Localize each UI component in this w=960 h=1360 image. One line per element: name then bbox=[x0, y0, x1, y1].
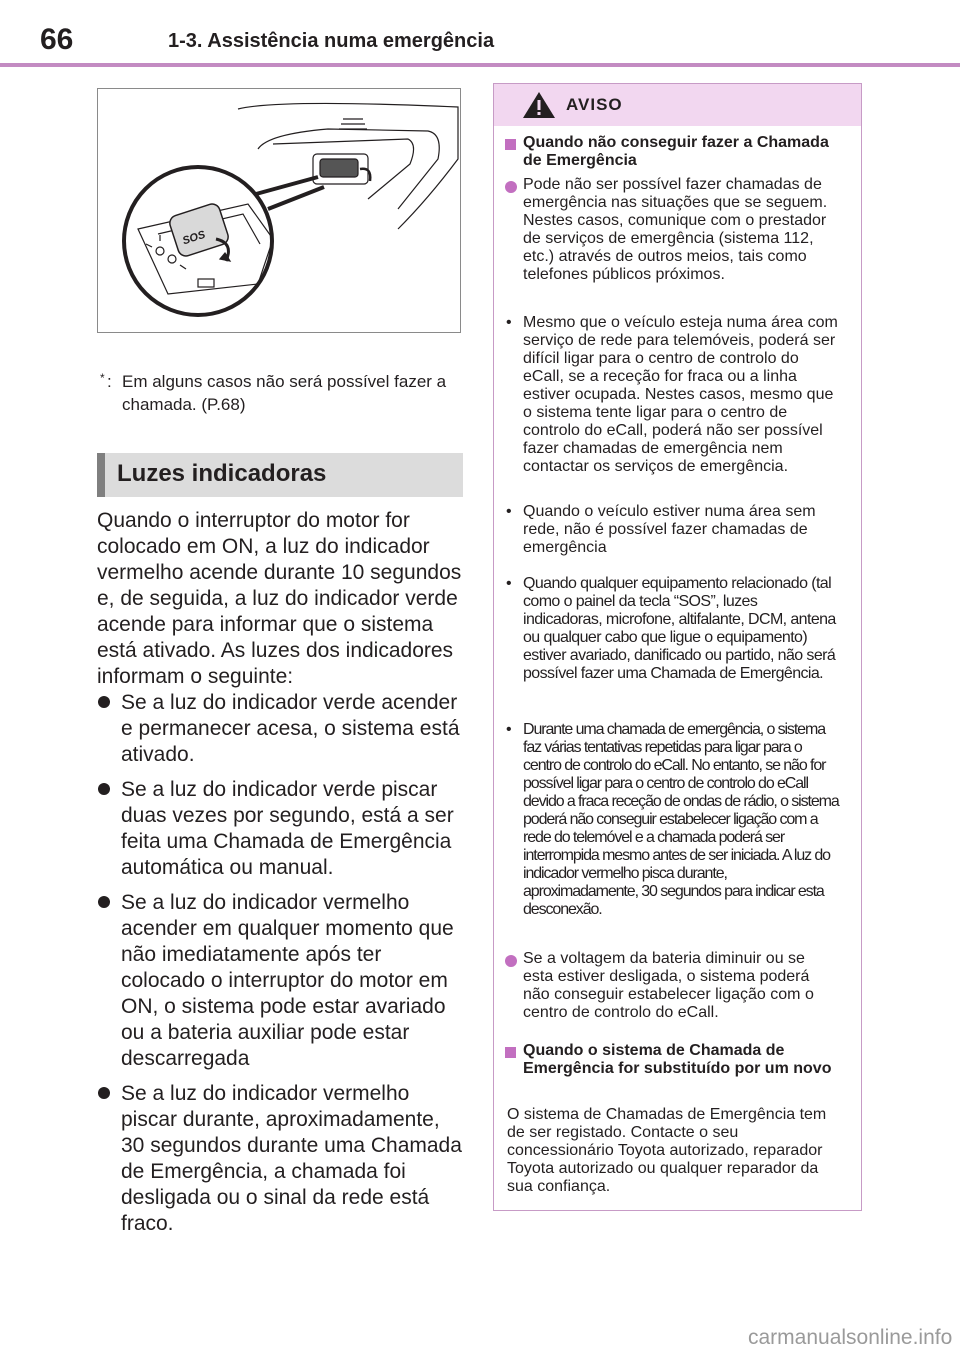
bullet-dot: • bbox=[506, 721, 512, 738]
page-number: 66 bbox=[40, 23, 74, 56]
bullet-icon bbox=[98, 896, 109, 907]
warning-header bbox=[494, 84, 861, 126]
warning-triangle-icon bbox=[522, 91, 556, 119]
warning-section1-intro: Pode não ser possível fazer chamadas de emergência nas situações que se seguem. Nestes casos, comunique com o prestador de serviços de emergência (sistema 112, etc.) através de outros meios, tais como telefones públicos próximos. bbox=[523, 176, 828, 283]
bullet-dot: • bbox=[506, 575, 512, 592]
watermark: carmanualsonline.info bbox=[748, 1326, 953, 1349]
warning-item: Durante uma chamada de emergência, o sistema faz várias tentativas repetidas para ligar para o centro de controlo do eCall. No entanto, se não for possível ligar para o centro de controlo do eCall devido a fraca receção de ondas de rádio, o sistema poderá não conseguir estabelecer ligação com a rede do telemóvel e a chamada poderá ser interrompida mesmo antes de ser iniciada. A luz do indicador vermelho pisca durante, aproximadamente, 30 segundos para indicar esta desconexão. bbox=[523, 721, 839, 918]
bullet-text: Se a luz do indicador vermelho piscar durante, aproximadamente, 30 segundos durante uma Chamada de Emergência, a chamada foi desligada ou o sinal da rede está fraco. bbox=[121, 1082, 462, 1235]
section-title: 1-3. Assistência numa emergência bbox=[168, 30, 495, 52]
bullet-icon bbox=[98, 1087, 109, 1098]
bullet-text: Se a luz do indicador vermelho acender em qualquer momento que não imediatamente após ter colocado o interruptor do motor em ON, o sistema pode estar avariado ou a bateria auxiliar pode estar descarregada bbox=[121, 891, 454, 1070]
warning-battery-note: Se a voltagem da bateria diminuir ou se esta estiver desligada, o sistema poderá não conseguir estabelecer ligação com o centro de controlo do eCall. bbox=[523, 950, 814, 1021]
list-item bbox=[97, 690, 467, 768]
warning-section2-heading: Quando o sistema de Chamada de Emergência for substituído por um novo bbox=[523, 1042, 832, 1077]
circle-bullet-icon bbox=[505, 181, 517, 193]
warning-item: Mesmo que o veículo esteja numa área com serviço de rede para telemóveis, poderá ser difícil ligar para o centro de controlo do eCall, se a receção for fraca ou a linha estiver ocupada. Nestes casos, mesmo que o sistema tente ligar para o centro de controlo do eCall, poderá não ser possível fazer chamadas de emergência nem contactar os serviços de emergência. bbox=[523, 314, 838, 475]
footnote bbox=[100, 370, 460, 416]
warning-section2-text: O sistema de Chamadas de Emergência tem de ser registado. Contacte o seu concessionário Toyota autorizado, reparador Toyota autorizado ou qualquer reparador da sua confiança. bbox=[507, 1106, 827, 1195]
bullet-text: Se a luz do indicador verde acender e permanecer acesa, o sistema está ativado. bbox=[121, 691, 460, 766]
list-item bbox=[97, 890, 467, 1072]
list-item bbox=[97, 1081, 467, 1237]
bullet-dot: • bbox=[506, 503, 512, 520]
warning-label: AVISO bbox=[566, 95, 623, 114]
warning-item: Quando qualquer equipamento relacionado (tal como o painel da tecla “SOS”, luzes indicadoras, microfone, altifalante, DCM, antena ou qualquer cabo que ligue o equipamento) estiver avariado, danificado ou partido, não será possível fazer uma Chamada de Emergência. bbox=[523, 575, 836, 682]
warning-section1-heading: Quando não conseguir fazer a Chamada de Emergência bbox=[523, 134, 829, 169]
sos-button-illustration bbox=[97, 88, 461, 333]
bullet-icon bbox=[98, 783, 109, 794]
footnote-text: Em alguns casos não será possível fazer a chamada. (P.68) bbox=[122, 372, 447, 414]
section-square-icon bbox=[505, 1047, 516, 1058]
footnote-mark: * bbox=[100, 371, 105, 385]
bullet-text: Se a luz do indicador verde piscar duas vezes por segundo, está a ser feita uma Chamada de Emergência automática ou manual. bbox=[121, 778, 454, 879]
section-square-icon bbox=[505, 139, 516, 150]
bullet-dot: • bbox=[506, 314, 512, 331]
circle-bullet-icon bbox=[505, 955, 517, 967]
warning-item: Quando o veículo estiver numa área sem rede, não é possível fazer chamadas de emergência bbox=[523, 503, 816, 556]
lights-bullet-list bbox=[97, 690, 467, 1246]
header-rule bbox=[0, 63, 960, 67]
sos-label: SOS bbox=[181, 228, 207, 248]
lights-intro: Quando o interruptor do motor for colocado em ON, a luz do indicador vermelho acende durante 10 segundos e, de seguida, a luz do indicador verde acende para informar que o sistema está ativado. As luzes dos indicadores informam o seguinte: bbox=[97, 509, 462, 688]
footnote-colon: : bbox=[107, 372, 112, 391]
lights-heading: Luzes indicadoras bbox=[117, 460, 327, 487]
bullet-icon bbox=[98, 696, 109, 707]
warning-box bbox=[493, 83, 862, 1211]
lights-heading-band bbox=[97, 453, 463, 497]
list-item bbox=[97, 777, 467, 881]
